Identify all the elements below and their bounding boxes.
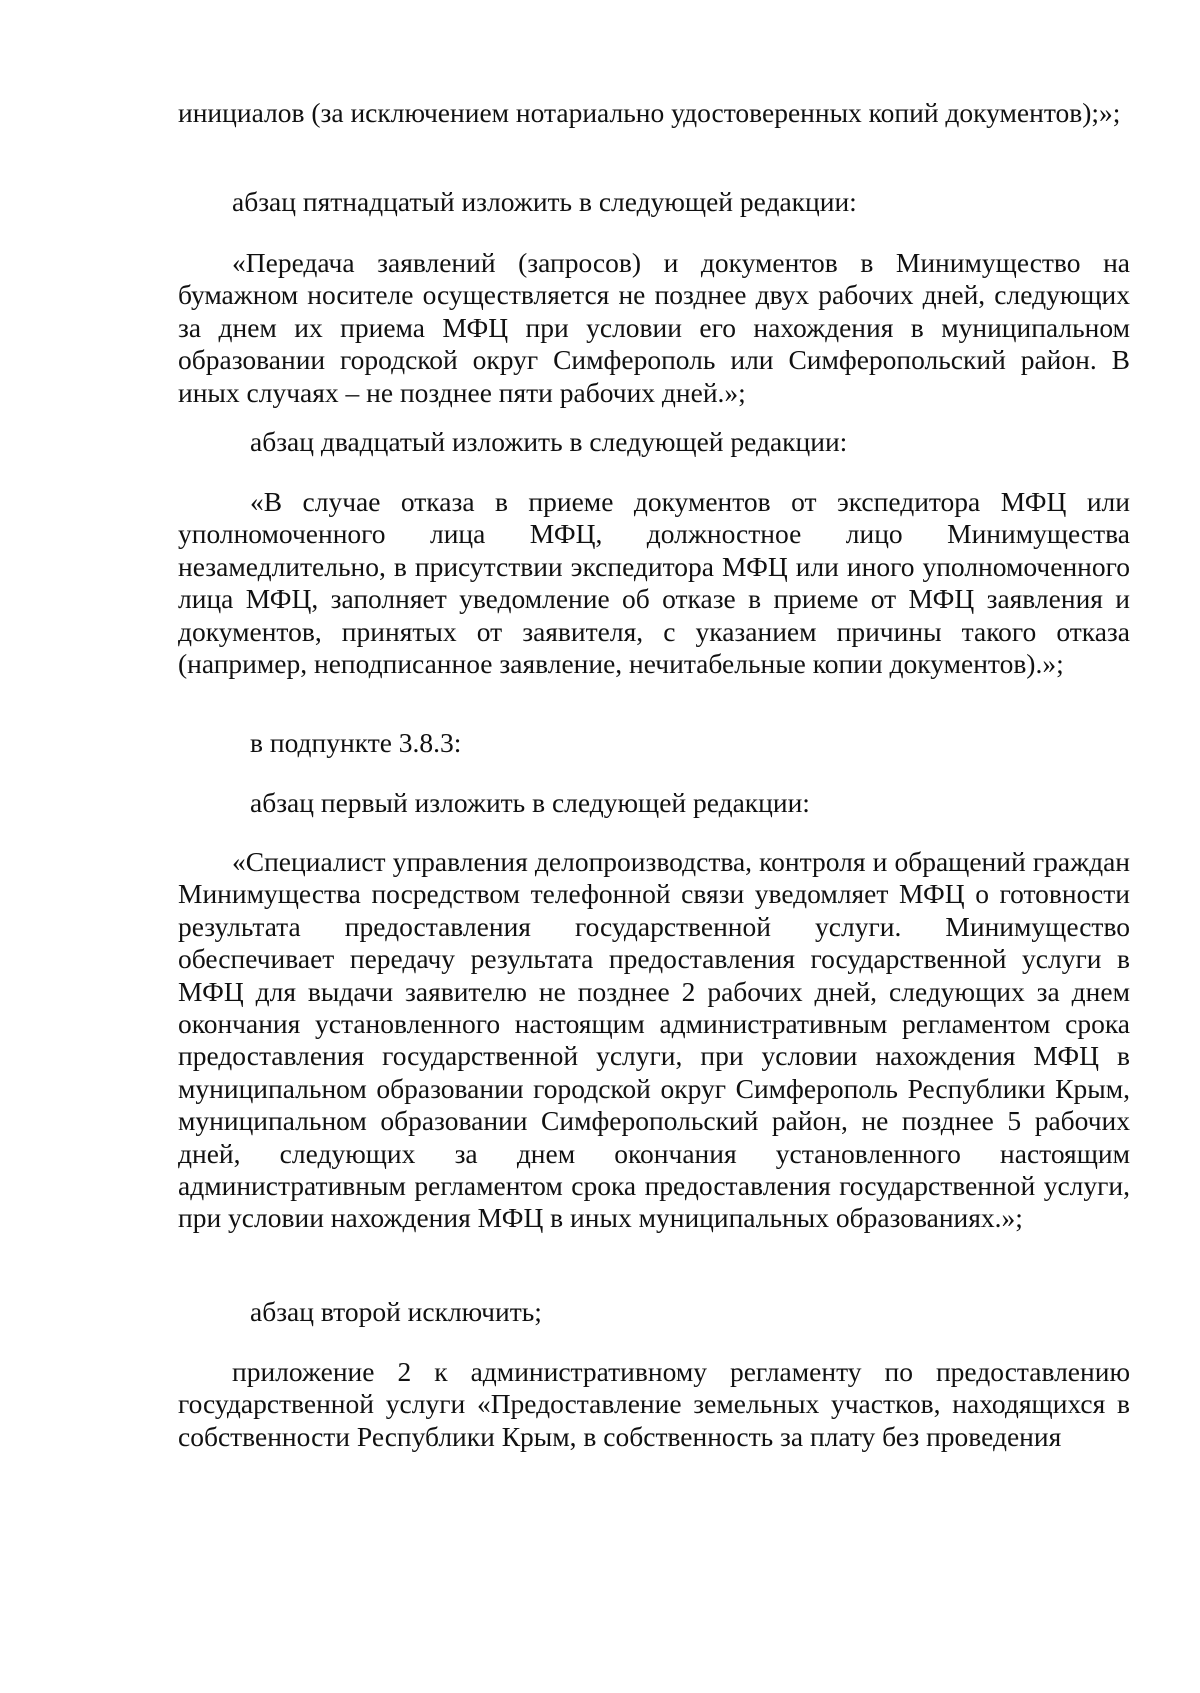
paragraph-amend-first: [178, 787, 1130, 819]
paragraph-remove-second: [178, 1296, 1130, 1328]
paragraph-amend-20: [178, 426, 1130, 458]
paragraph-amend-15: [178, 186, 1130, 218]
paragraph-text: абзац первый изложить в следующей редакции:: [250, 787, 810, 818]
paragraph-quote-transfer: [178, 247, 1130, 409]
paragraph-quote-specialist: [178, 846, 1130, 1235]
paragraph-appendix: [178, 1356, 1130, 1453]
paragraph-text: абзац второй исключить;: [250, 1296, 542, 1327]
paragraph-text: абзац двадцатый изложить в следующей редакции:: [250, 426, 848, 457]
paragraph-text: «Передача заявлений (запросов) и документов в Минимущество на бумажном носителе осуществляется не позднее двух рабочих дней, следующих за днем их приема МФЦ при условии его нахождения в муниципальном образовании городской округ Симферополь или Симферопольский район. В иных случаях – не позднее пяти рабочих дней.»;: [178, 247, 1130, 408]
paragraph-text: «Специалист управления делопроизводства, контроля и обращений граждан Минимущества посредством телефонной связи уведомляет МФЦ о готовности результата предоставления государственной услуги. Минимущество обеспечивает передачу результата предоставления государственной услуги в МФЦ для выдачи заявителю не позднее 2 рабочих дней, следующих за днем окончания установленного настоящим административным регламентом срока предоставления государственной услуги, при условии нахождения МФЦ в муниципальном образовании городской округ Симферополь Республики Крым, муниципальном образовании Симферопольский район, не позднее 5 рабочих дней, следующих за днем окончания установленного настоящим административным регламентом срока предоставления государственной услуги, при условии нахождения МФЦ в иных муниципальных образованиях.»;: [178, 846, 1130, 1234]
paragraph-text: инициалов (за исключением нотариально удостоверенных копий документов);»;: [178, 97, 1121, 128]
paragraph-text: приложение 2 к административному регламенту по предоставлению государственной услуги «Предоставление земельных участков, находящихся в собственности Республики Крым, в собственность за плату без проведения: [178, 1356, 1130, 1452]
paragraph-quote-refusal: [178, 486, 1130, 680]
paragraph-subclause: [178, 727, 1130, 759]
paragraph-text: в подпункте 3.8.3:: [250, 727, 462, 758]
paragraph-text: «В случае отказа в приеме документов от экспедитора МФЦ или уполномоченного лица МФЦ, должностное лицо Минимущества незамедлительно, в присутствии экспедитора МФЦ или иного уполномоченного лица МФЦ, заполняет уведомление об отказе в приеме от МФЦ заявления и документов, принятых от заявителя, с указанием причины такого отказа (например, неподписанное заявление, нечитабельные копии документов).»;: [178, 486, 1130, 680]
paragraph-continuation: [178, 97, 1130, 129]
paragraph-text: абзац пятнадцатый изложить в следующей редакции:: [232, 186, 857, 217]
